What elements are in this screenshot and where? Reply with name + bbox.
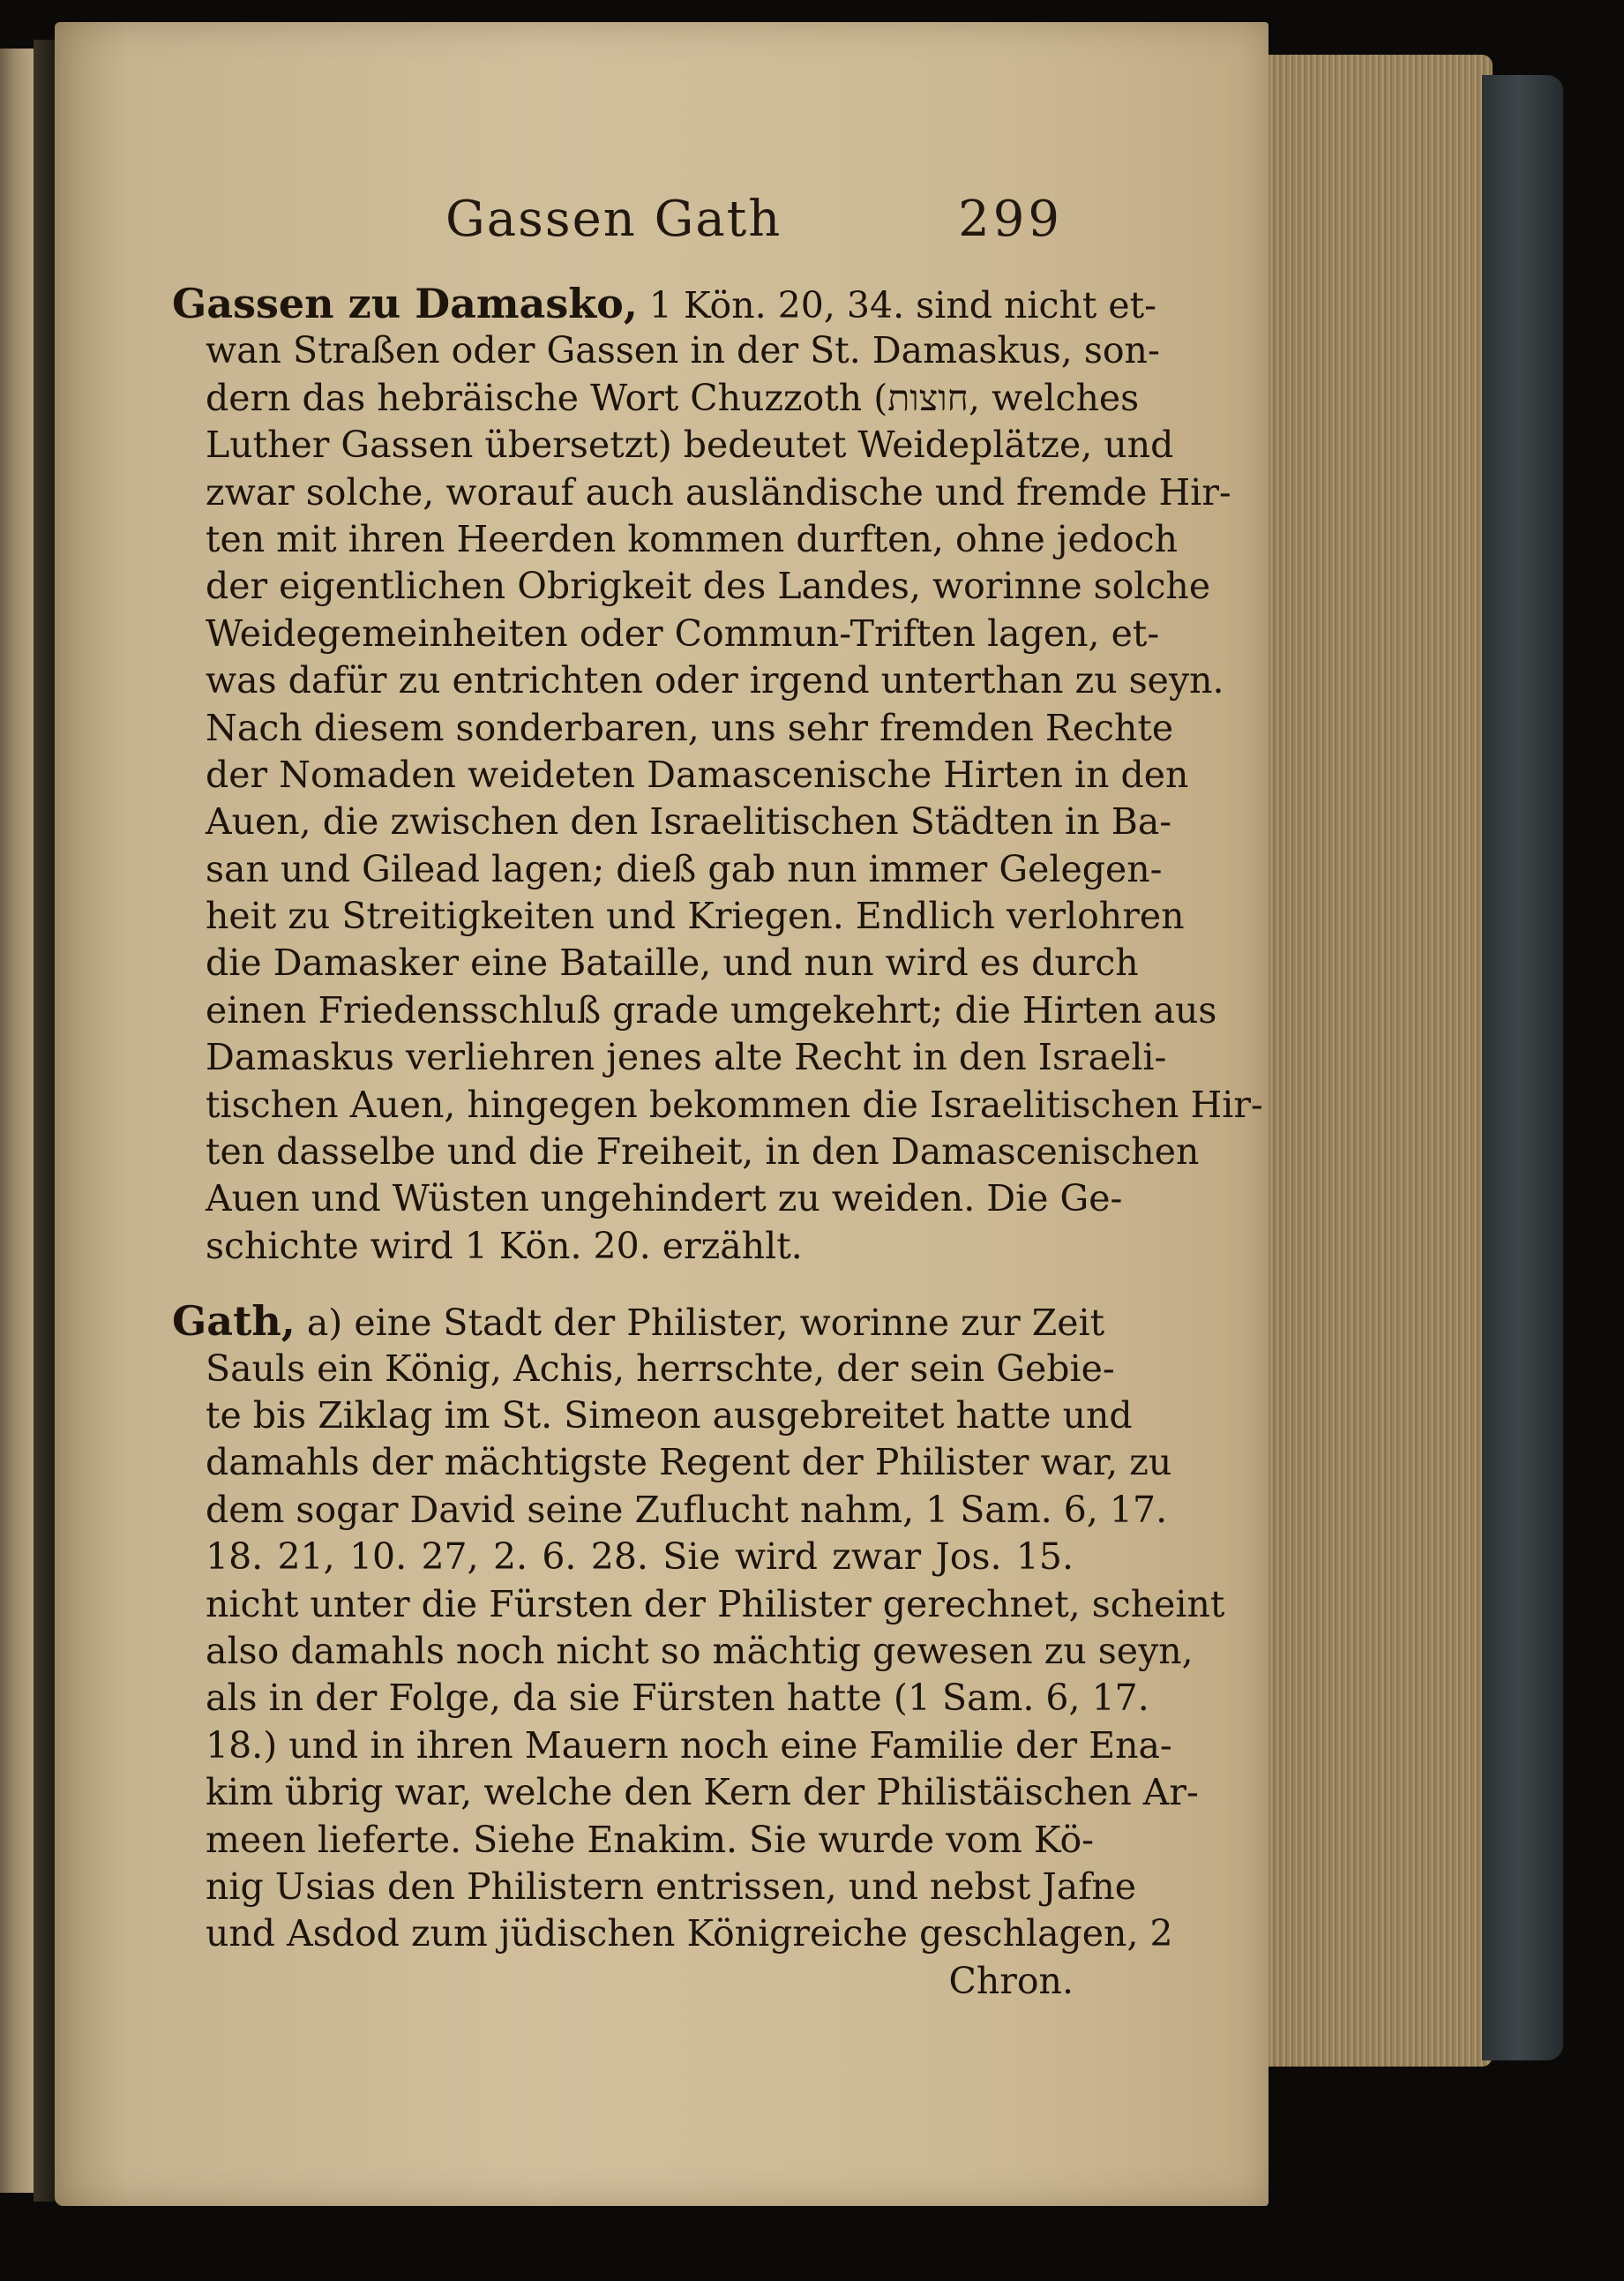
- entry-text-line: was dafür zu entrichten oder irgend unterthan zu seyn.: [206, 659, 1224, 702]
- entry-text-line: nicht unter die Fürsten der Philister gerechnet, scheint: [206, 1582, 1225, 1625]
- entry-text-line: heit zu Streitigkeiten und Kriegen. Endlich verlohren: [206, 895, 1185, 938]
- entry-text-line: nig Usias den Philistern entrissen, und nebst Jafne: [206, 1865, 1137, 1908]
- book-cover-board: [1482, 75, 1563, 2060]
- entry-text-line: ten dasselbe und die Freiheit, in den Damascenischen: [206, 1130, 1200, 1174]
- entry-first-line: [172, 280, 1156, 327]
- book-gutter: [34, 40, 56, 2202]
- entry-text-line: te bis Ziklag im St. Simeon ausgebreitet hatte und: [206, 1393, 1133, 1437]
- entry-text-line: wan Straßen oder Gassen in der St. Damaskus, son-: [206, 329, 1160, 372]
- entry-text-line: einen Friedensschluß grade umgekehrt; die Hirten aus: [206, 988, 1217, 1032]
- entry-text-line: dern das hebräische Wort Chuzzoth (חוצות, welches: [206, 376, 1140, 419]
- page-block-fore-edge: [1263, 55, 1493, 2067]
- entry-text-line: 18. 21, 10. 27, 2. 6. 28. Sie wird zwar Jos. 15.: [206, 1535, 1074, 1579]
- page-body: [172, 280, 1263, 2005]
- entry-text-line: also damahls noch nicht so mächtig gewesen zu seyn,: [206, 1629, 1194, 1672]
- entry-text-line: 18.) und in ihren Mauern noch eine Familie der Ena-: [206, 1723, 1172, 1767]
- entry-text-line: 1 Kön. 20, 34. sind nicht et-: [648, 284, 1156, 326]
- running-head: Gassen Gath: [445, 191, 782, 248]
- entry-text-line: tischen Auen, hingegen bekommen die Israelitischen Hir-: [206, 1083, 1263, 1126]
- entry-text-line: schichte wird 1 Kön. 20. erzählt.: [206, 1224, 803, 1267]
- paragraph-gap: [172, 1270, 1074, 1298]
- entry-text-line: als in der Folge, da sie Fürsten hatte (1 Sam. 6, 17.: [206, 1677, 1149, 1720]
- entry-lemma: Gassen zu Damasko,: [172, 280, 638, 327]
- entry-text-line: damahls der mächtigste Regent der Philister war, zu: [206, 1441, 1172, 1484]
- entry-lemma: Gath,: [172, 1297, 296, 1346]
- entry-text-line: san und Gilead lagen; dieß gab nun immer Gelegen-: [206, 847, 1163, 890]
- entry-text-line: Damaskus verliehren jenes alte Recht in den Israeli-: [206, 1036, 1167, 1079]
- entry-text-line: ten mit ihren Heerden kommen durften, ohne jedoch: [206, 517, 1179, 560]
- entry-text-line: und Asdod zum jüdischen Königreiche geschlagen, 2: [206, 1912, 1173, 1955]
- entry-text-line: Weidegemeinheiten oder Commun-Triften lagen, et-: [206, 612, 1160, 655]
- entry-first-line: [172, 1297, 1105, 1346]
- entry-text-line: zwar solche, worauf auch ausländische und fremde Hir-: [206, 470, 1231, 514]
- entry-text-line: dem sogar David seine Zuflucht nahm, 1 Sam. 6, 17.: [206, 1488, 1168, 1531]
- entry-text-line: die Damasker eine Bataille, und nun wird es durch: [206, 942, 1139, 985]
- entry-text-line: Sauls ein König, Achis, herrschte, der sein Gebie-: [206, 1347, 1115, 1390]
- adjacent-page-edge: [0, 49, 34, 2193]
- entry-text-line: a) eine Stadt der Philister, worinne zur Zeit: [306, 1302, 1105, 1345]
- entry-text-line: Auen und Wüsten ungehindert zu weiden. Die Ge-: [206, 1177, 1123, 1220]
- catchword: Chron.: [948, 1959, 1074, 2002]
- page-header: [445, 191, 1063, 252]
- entry-text-line: der eigentlichen Obrigkeit des Landes, worinne solche: [206, 565, 1211, 608]
- entry-text-line: Auen, die zwischen den Israelitischen Städten in Ba-: [206, 800, 1172, 844]
- page-number: 299: [958, 191, 1063, 248]
- entry-text-line: Luther Gassen übersetzt) bedeutet Weideplätze, und: [206, 424, 1174, 467]
- entry-text-line: Nach diesem sonderbaren, uns sehr fremden Rechte: [206, 706, 1174, 749]
- entry-text-line: kim übrig war, welche den Kern der Philistäischen Ar-: [206, 1771, 1199, 1814]
- entry-text-line: meen lieferte. Siehe Enakim. Sie wurde vom Kö-: [206, 1818, 1094, 1861]
- entry-text-line: der Nomaden weideten Damascenische Hirten in den: [206, 753, 1189, 796]
